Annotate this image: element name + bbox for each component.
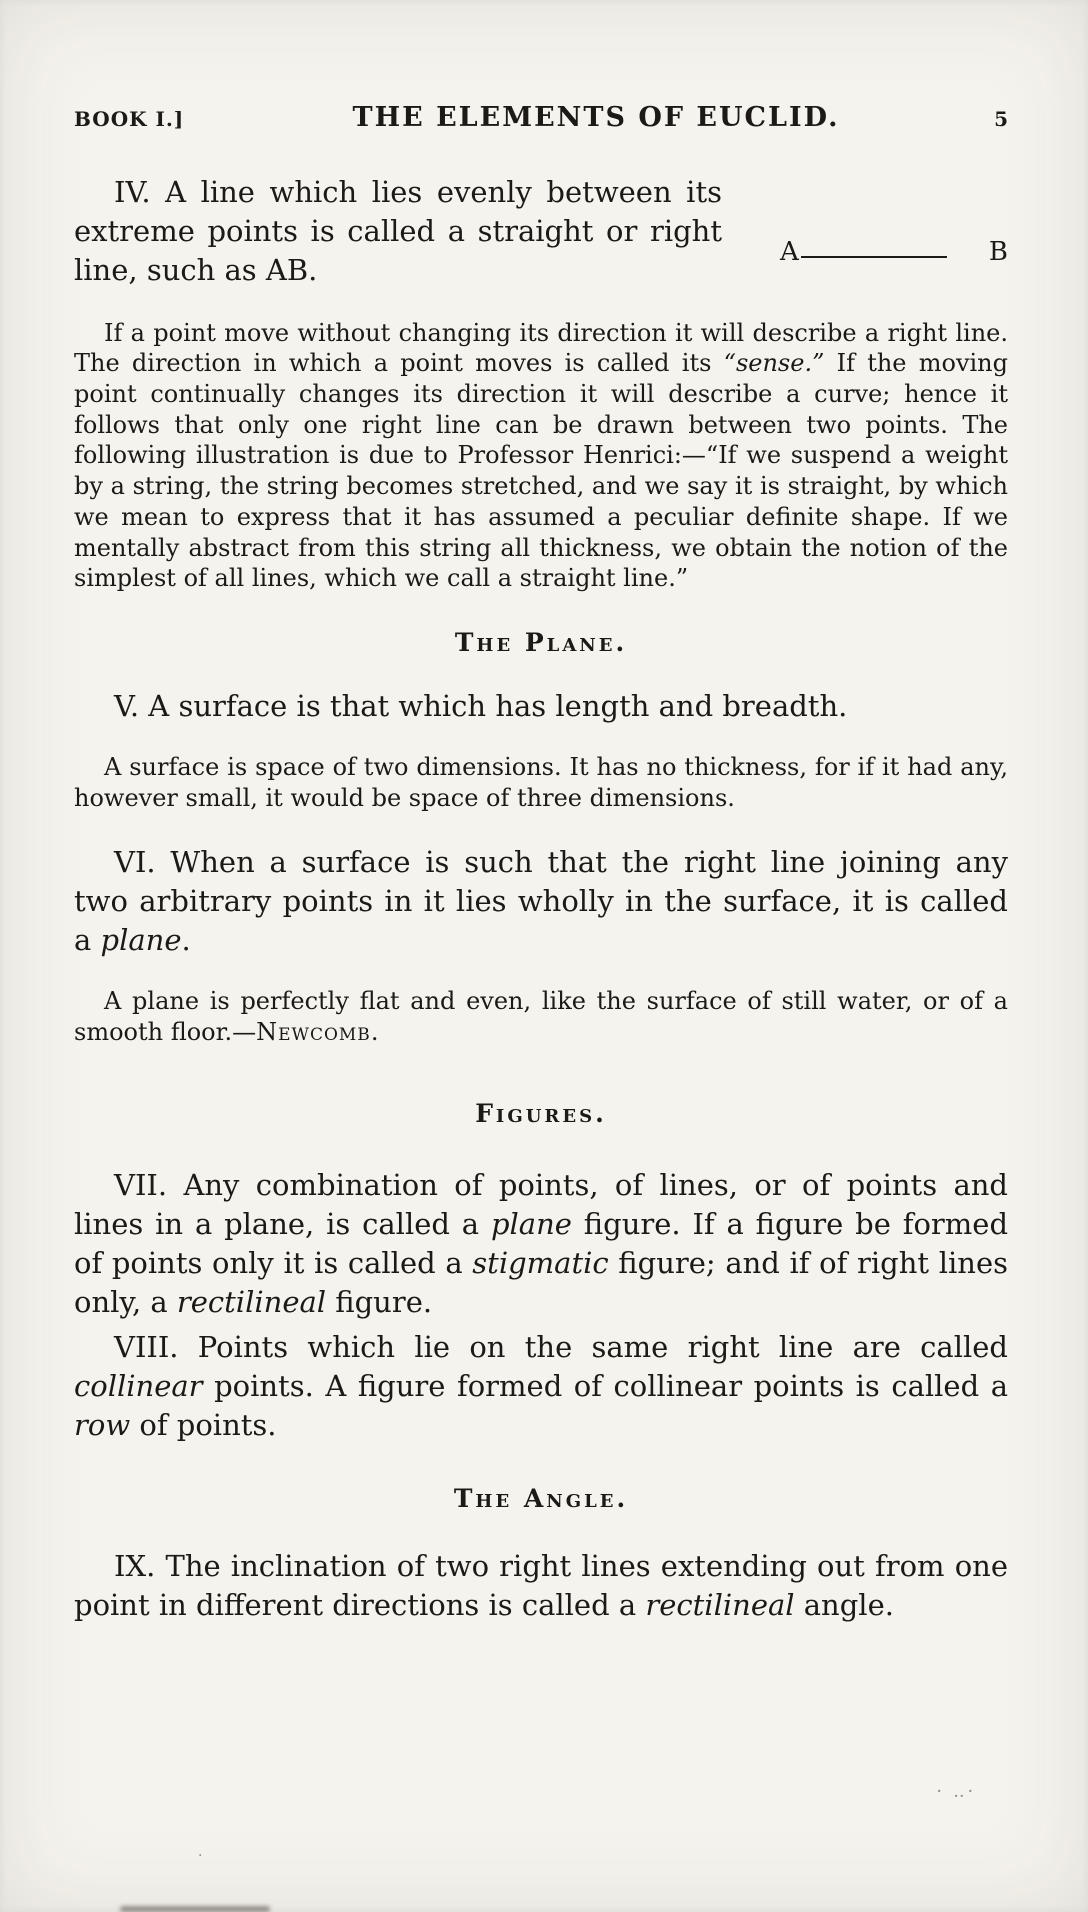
- note-vi-text: A plane is perfectly flat and even, like the surface of still water, or of a smooth floor.—: [74, 986, 1008, 1046]
- section-heading-the-angle: The Angle.: [453, 1484, 629, 1514]
- definition-v: V. A surface is that which has length and breadth.: [114, 689, 848, 724]
- running-header: [74, 102, 1008, 133]
- definition-vi: [74, 843, 1008, 960]
- definition-viii-text-1: VIII. Points which lie on the same right line are called: [114, 1329, 1008, 1364]
- definition-ix: [74, 1547, 1008, 1625]
- page-number: 5: [994, 107, 1008, 131]
- definition-vi-period: .: [181, 923, 191, 958]
- line-ab-rule: [801, 256, 947, 258]
- definition-viii-text-2: points. A figure formed of collinear points is called a: [202, 1368, 1008, 1403]
- definition-iv-text: IV. A line which lies evenly between its extreme points is called a straight or right line, such as AB.: [74, 175, 722, 287]
- definition-iv: [74, 173, 1008, 290]
- definition-vii-italic-stigmatic: stigmatic: [472, 1246, 609, 1281]
- note-v: A surface is space of two dimensions. It has no thickness, for if it had any, however small, it would be space of three dimensions.: [74, 752, 1008, 812]
- definition-viii: [74, 1328, 1008, 1445]
- note-iv: [74, 318, 1008, 594]
- point-b-label: B: [988, 237, 1008, 267]
- scan-artifact-dot: ·: [198, 1848, 206, 1864]
- page-title: THE ELEMENTS OF EUCLID.: [352, 102, 840, 133]
- scan-smudge: [120, 1906, 270, 1912]
- note-vi-period: .: [370, 1017, 379, 1046]
- line-ab-figure: [740, 221, 1008, 265]
- definition-ix-text-1: IX. The inclination of two right lines extending out from one point in different directions is called a: [74, 1549, 1008, 1623]
- definition-vii-text-1: VII. Any combination of points, of lines, or of points and lines in a plane, is called a: [74, 1168, 1008, 1242]
- point-a-label: A: [780, 237, 799, 267]
- section-heading-the-plane: The Plane.: [454, 628, 628, 658]
- definition-vi-text: VI. When a surface is such that the right line joining any two arbitrary points in it lies wholly in the surface, it is called a: [74, 845, 1008, 958]
- definition-viii-italic-row: row: [74, 1407, 131, 1442]
- note-iv-text: If a point move without changing its direction it will describe a right line. The direction in which a point moves is called its: [74, 318, 1008, 378]
- definition-ix-text-2: angle.: [794, 1588, 894, 1623]
- note-vi: [74, 986, 1008, 1047]
- section-heading-figures: Figures.: [475, 1099, 607, 1129]
- note-iv-text-cont: If the moving point continually changes its direction it will describe a curve; hence it follows that only one right line can be drawn between two points. The following illustration is due to Professor Henrici:—“If we suspend a weight by a string, the string becomes stretched, and we say it is straight, by which we mean to express that it has assumed a peculiar definite shape. If we mentally abstract from this string all thickness, we obtain the notion of the simplest of all lines, which we call a straight line.”: [74, 349, 1008, 593]
- definition-ix-italic-rectilineal: rectilineal: [645, 1588, 795, 1623]
- scan-artifact-marks: · ‥·: [936, 1782, 976, 1802]
- definition-vii-italic-plane: plane: [490, 1207, 572, 1242]
- definition-vii-italic-rectilineal: rectilineal: [176, 1284, 327, 1319]
- definition-vii-text-4: figure.: [326, 1284, 433, 1319]
- definition-viii-text-3: of points.: [130, 1407, 277, 1442]
- note-iv-italic-sense: “sense.”: [723, 349, 825, 378]
- book-label: BOOK I.]: [74, 107, 185, 131]
- definition-vii-text-3: figure; and if of right lines only, a: [74, 1246, 1008, 1319]
- definition-viii-italic-collinear: collinear: [74, 1368, 203, 1403]
- definition-vii: [74, 1166, 1008, 1321]
- definition-vii-text-2: figure. If a figure be formed of points only it is called a: [74, 1207, 1009, 1281]
- note-vi-newcomb: Newcomb: [256, 1017, 371, 1046]
- definition-vi-italic-plane: plane: [100, 923, 182, 958]
